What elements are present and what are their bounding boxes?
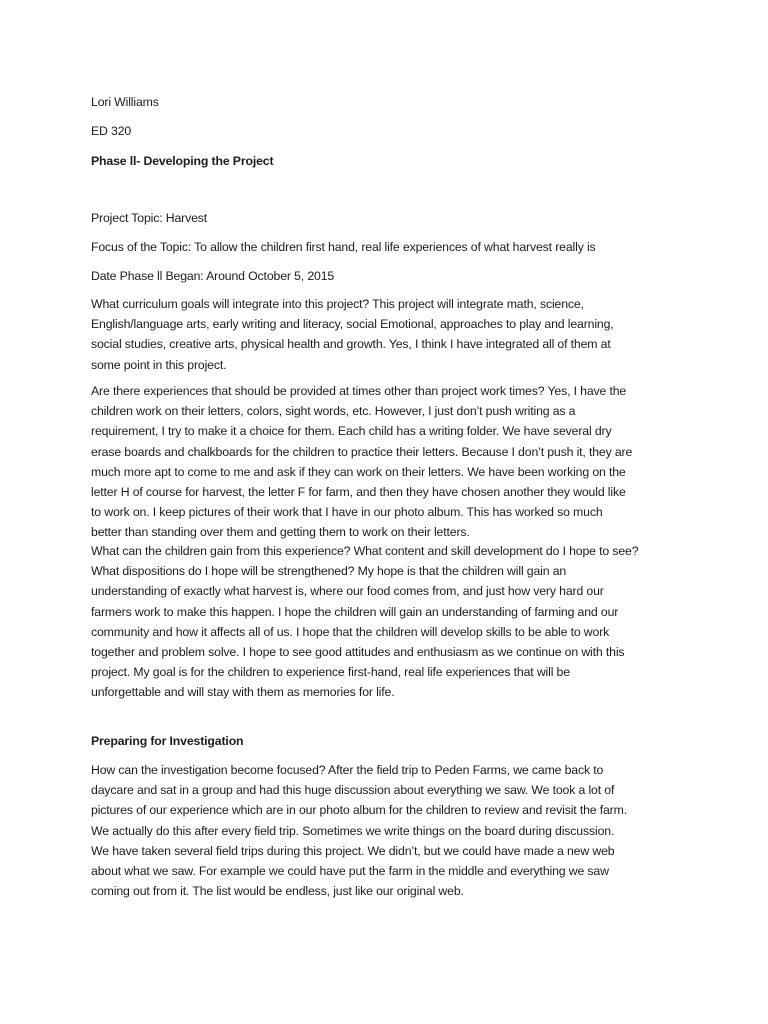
course-code: ED 320 — [91, 124, 132, 138]
paragraph-line: We actually do this after every field trip. Sometimes we write things on the board during discussion. — [91, 823, 615, 838]
paragraph-line: to work on. I keep pictures of their work that I have in our photo album. This has worked so much — [91, 505, 603, 520]
paragraph-line: together and problem solve. I hope to see good attitudes and enthusiasm as we continue on with this — [91, 645, 625, 660]
paragraph-line: pictures of our experience which are in our photo album for the children to review and revisit the farm. — [91, 803, 627, 818]
date-phase-began: Date Phase ll Began: Around October 5, 2015 — [91, 269, 335, 283]
paragraph-line: daycare and sat in a group and had this huge discussion about everything we saw. We took a lot of — [91, 783, 615, 798]
paragraph-line: What dispositions do I hope will be strengthened? My hope is that the children will gain an — [91, 564, 567, 579]
paragraph-line: Are there experiences that should be provided at times other than project work times? Yes, I have the — [91, 384, 627, 398]
project-topic: Project Topic: Harvest — [91, 211, 208, 225]
paragraph-line: project. My goal is for the children to experience first-hand, real life experiences that will be — [91, 665, 570, 680]
paragraph-line: community and how it affects all of us. I hope that the children will develop skills to be able to work — [91, 624, 610, 639]
paragraph-line: social studies, creative arts, physical health and growth. Yes, I think I have integrated all of them at — [91, 337, 611, 352]
paragraph-line: children work on their letters, colors, sight words, etc. However, I just don’t push writing as a — [91, 404, 576, 419]
section-heading-preparing: Preparing for Investigation — [91, 734, 244, 748]
paragraph-experiences — [91, 381, 691, 543]
paragraph-line: requirement, I try to make it a choice for them. Each child has a writing folder. We have several dry — [91, 424, 612, 439]
paragraph-line: unforgettable and will stay with them as memories for life. — [91, 685, 395, 700]
paragraph-line: coming out from it. The list would be endless, just like our original web. — [91, 884, 464, 899]
paragraph-line: We have taken several field trips during this project. We didn’t, but we could have made a new web — [91, 843, 615, 858]
paragraph-gain — [91, 541, 691, 703]
paragraph-line: better than standing over them and getting them to work on their letters. — [91, 525, 470, 540]
paragraph-line: letter H of course for harvest, the letter F for farm, and then they have chosen another they would like — [91, 485, 626, 500]
paragraph-line: English/language arts, early writing and literacy, social Emotional, approaches to play and learning, — [91, 317, 614, 332]
paragraph-line: understanding of exactly what harvest is, where our food comes from, and just how very hard our — [91, 584, 604, 599]
paragraph-line: How can the investigation become focused? After the field trip to Peden Farms, we came back to — [91, 763, 604, 777]
phase-title: Phase ll- Developing the Project — [91, 154, 274, 168]
paragraph-curriculum — [91, 294, 691, 375]
paragraph-line: erase boards and chalkboards for the children to practice their letters. Because I don’t push it, they are — [91, 444, 633, 459]
paragraph-line: What curriculum goals will integrate into this project? This project will integrate math, science, — [91, 297, 584, 311]
paragraph-focused — [91, 760, 691, 901]
paragraph-line: farmers work to make this happen. I hope the children will gain an understanding of farming and our — [91, 604, 619, 619]
paragraph-line: much more apt to come to me and ask if they can work on their letters. We have been working on the — [91, 464, 626, 479]
project-focus: Focus of the Topic: To allow the children first hand, real life experiences of what harvest really is — [91, 240, 596, 254]
author-name: Lori Williams — [91, 95, 159, 109]
paragraph-line: some point in this project. — [91, 357, 227, 372]
paragraph-line: about what we saw. For example we could have put the farm in the middle and everything we saw — [91, 864, 609, 879]
paragraph-line: What can the children gain from this experience? What content and skill development do I hope to see? — [91, 544, 639, 558]
